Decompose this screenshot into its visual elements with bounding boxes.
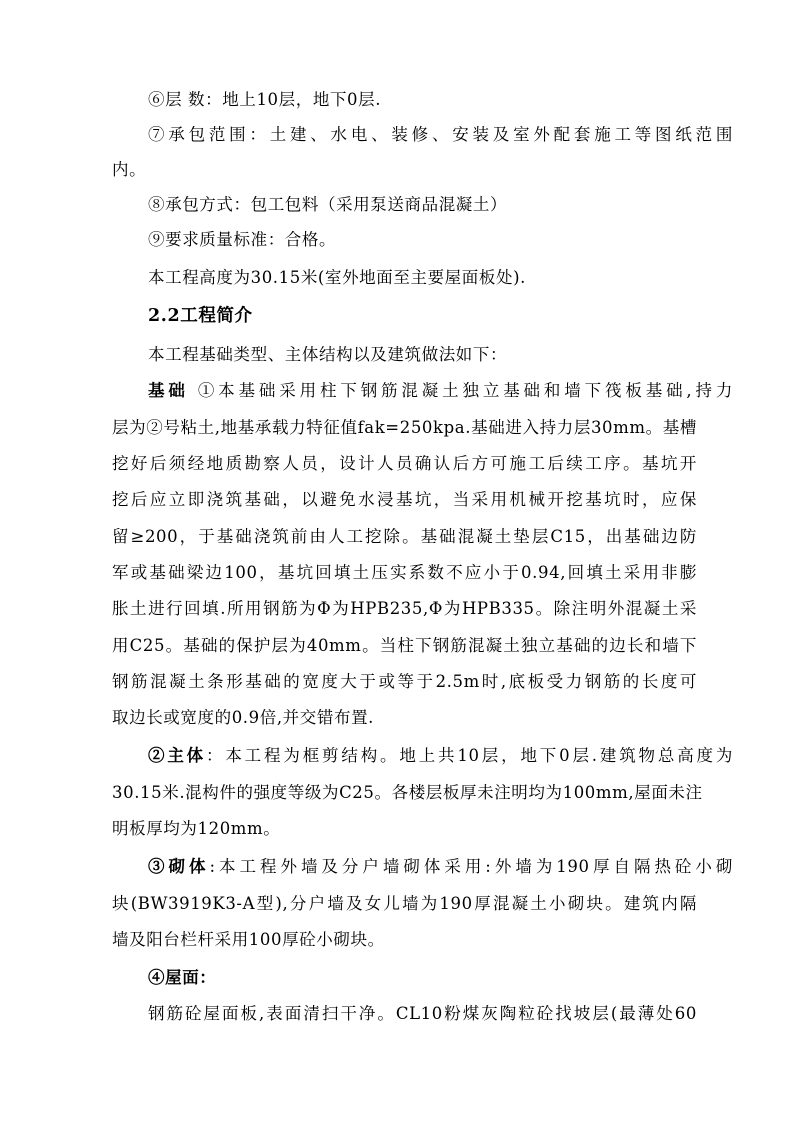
foundation-para-line-4: 挖后应立即浇筑基础，以避免水浸基坑，当采用机械开挖基坑时，应保	[112, 490, 697, 509]
roof-para-line-1: 钢筋砼屋面板,表面清扫干净。CL10粉煤灰陶粒砼找坡层(最薄处60	[148, 1004, 697, 1023]
foundation-para-line-6: 军或基础梁边100，基坑回填土压实系数不应小于0.94,回填土采用非膨	[112, 563, 697, 582]
foundation-para-line-7: 胀土进行回填.所用钢筋为Φ为HPB235,Φ为HPB335。除注明外混凝土采	[112, 599, 697, 618]
masonry-label: ③砌体	[148, 857, 210, 876]
roof-label: ④屋面：	[148, 968, 217, 987]
item-scope-cont: 内。	[112, 160, 147, 179]
structure-para-line-3: 明板厚均为120mm。	[112, 819, 281, 838]
foundation-text: ①本基础采用柱下钢筋混凝土独立基础和墙下筏板基础,持力	[188, 381, 733, 400]
foundation-para-line-8: 用C25。基础的保护层为40mm。当柱下钢筋混凝土独立基础的边长和墙下	[112, 636, 697, 655]
structure-para-line-2: 30.15米.混构件的强度等级为C25。各楼层板厚未注明均为100mm,屋面未注	[112, 783, 703, 802]
foundation-para-line-1	[148, 381, 733, 401]
foundation-para-line-2: 层为②号粘土,地基承载力特征值fak=250kpa.基础进入持力层30mm。基槽	[112, 418, 697, 437]
item-scope: ⑦承包范围：土建、水电、装修、安装及室外配套施工等图纸范围	[148, 125, 733, 144]
section-heading: 2.2工程简介	[148, 306, 253, 326]
foundation-para-line-9: 钢筋混凝土条形基础的宽度大于或等于2.5m时,底板受力钢筋的长度可	[112, 672, 697, 691]
foundation-para-line-5: 留≥200，于基础浇筑前由人工挖除。基础混凝土垫层C15，出基础边防	[112, 527, 697, 546]
item-quality: ⑨要求质量标准：合格。	[148, 230, 337, 249]
structure-label: ②主体	[148, 746, 207, 765]
masonry-para-line-3: 墙及阳台栏杆采用100厚砼小砌块。	[112, 930, 385, 949]
masonry-para-line-2: 块(BW3919K3-A型),分户墙及女儿墙为190厚混凝土小砌块。建筑内隔	[112, 894, 697, 913]
masonry-para-line-1	[148, 857, 733, 877]
foundation-para-line-3: 挖好后须经地质勘察人员，设计人员确认后方可施工后续工序。基坑开	[112, 454, 697, 473]
foundation-label: 基础	[148, 381, 189, 400]
item-floors: ⑥层 数：地上10层，地下0层.	[148, 90, 382, 109]
building-height: 本工程高度为30.15米(室外地面至主要屋面板处).	[148, 268, 526, 287]
structure-text: ：本工程为框剪结构。地上共10层，地下0层.建筑物总高度为	[206, 746, 733, 765]
structure-para-line-1	[148, 746, 733, 766]
masonry-text: :本工程外墙及分户墙砌体采用:外墙为190厚自隔热砼小砌	[209, 857, 733, 876]
section-intro: 本工程基础类型、主体结构以及建筑做法如下：	[148, 345, 508, 364]
foundation-para-line-10: 取边长或宽度的0.9倍,并交错布置.	[112, 708, 375, 727]
item-contract-mode: ⑧承包方式：包工包料（采用泵送商品混凝土）	[148, 195, 508, 214]
